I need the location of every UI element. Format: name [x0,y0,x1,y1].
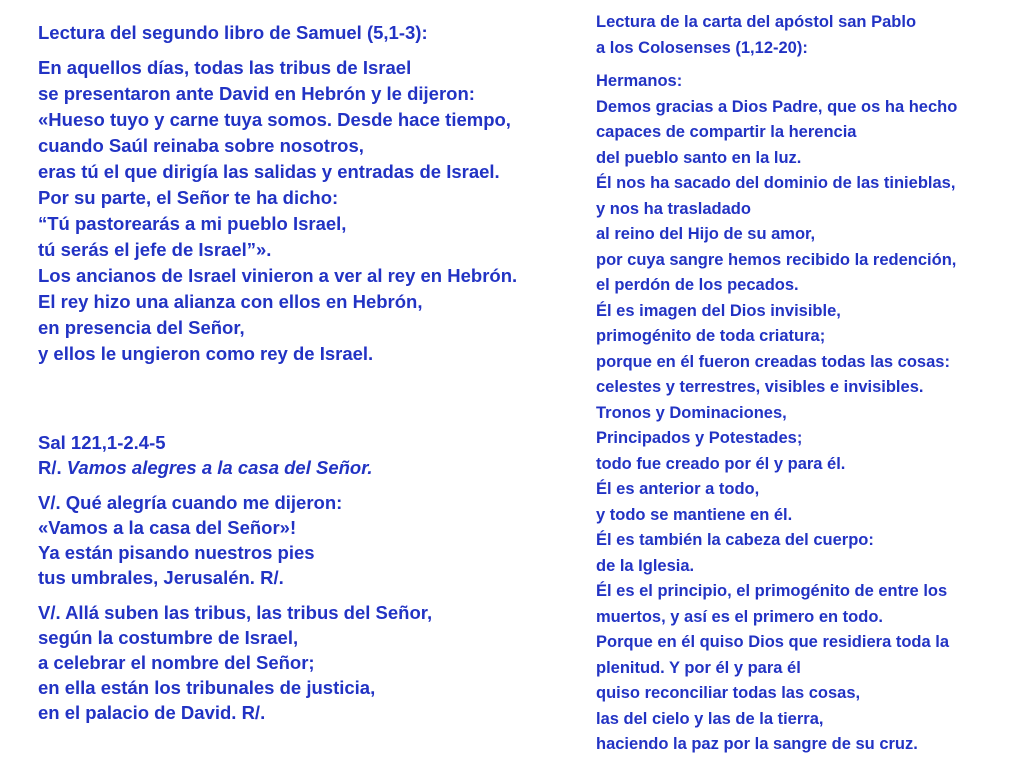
first-reading-line: tú serás el jefe de Israel”». [38,239,272,260]
second-reading-line: el perdón de los pecados. [596,276,799,294]
psalm-verse-line: en el palacio de David. R/. [38,702,266,723]
second-reading-line: plenitud. Y por él y para él [596,658,801,677]
first-reading-line: El rey hizo una alianza con ellos en Hebrón, [38,291,423,312]
second-reading-line: todo fue creado por él y para él. [596,454,846,473]
responsorial-psalm [38,430,432,725]
psalm-verse-line: a celebrar el nombre del Señor; [38,652,315,673]
second-reading-line: Porque en él quiso Dios que residiera toda la [596,633,950,651]
second-reading-line: Él es imagen del Dios invisible, [596,301,841,320]
psalm-verse-line: V/. Qué alegría cuando me dijeron: [38,492,343,513]
second-reading-line: Él es el principio, el primogénito de entre los [596,582,948,600]
first-reading-line: se presentaron ante David en Hebrón y le dijeron: [38,83,475,104]
second-reading-line: Tronos y Dominaciones, [596,403,787,422]
psalm-stanza-2 [38,600,432,725]
second-reading-title-line: a los Colosenses (1,12-20): [596,38,808,57]
second-reading-line: Hermanos: [596,72,683,90]
psalm-stanza-1 [38,490,432,590]
second-reading-line: las del cielo y las de la tierra, [596,709,824,728]
second-reading-line: del pueblo santo en la luz. [596,148,802,167]
second-reading-line: Principados y Potestades; [596,429,803,447]
second-reading-line: y todo se mantiene en él. [596,505,793,524]
psalm-response [38,455,432,480]
first-reading-line: «Hueso tuyo y carne tuya somos. Desde hace tiempo, [38,109,511,130]
second-reading-title [596,10,957,61]
first-reading-line: eras tú el que dirigía las salidas y entradas de Israel. [38,161,500,182]
second-reading [596,10,957,758]
first-reading-line: y ellos le ungieron como rey de Israel. [38,343,374,364]
second-reading-line: Él es anterior a todo, [596,480,760,498]
first-reading [38,20,517,367]
second-reading-line: haciendo la paz por la sangre de su cruz. [596,735,918,753]
second-reading-line: porque en él fueron creadas todas las cosas: [596,352,950,371]
second-reading-line: capaces de compartir la herencia [596,123,857,141]
second-reading-line: Él es también la cabeza del cuerpo: [596,531,874,549]
first-reading-line: cuando Saúl reinaba sobre nosotros, [38,135,364,156]
psalm-verse-line: tus umbrales, Jerusalén. R/. [38,567,284,588]
first-reading-line: “Tú pastorearás a mi pueblo Israel, [38,213,347,234]
psalm-reference: Sal 121,1-2.4-5 [38,432,166,453]
second-reading-line: Demos gracias a Dios Padre, que os ha hecho [596,97,958,116]
second-reading-line: al reino del Hijo de su amor, [596,225,816,243]
psalm-response-text: Vamos alegres a la casa del Señor. [66,457,373,478]
psalm-verse-line: V/. Allá suben las tribus, las tribus del Señor, [38,602,433,623]
first-reading-line: en presencia del Señor, [38,317,245,338]
psalm-verse-line: según la costumbre de Israel, [38,627,299,648]
first-reading-title: Lectura del segundo libro de Samuel (5,1-3): [38,22,428,43]
second-reading-title-line: Lectura de la carta del apóstol san Pablo [596,13,917,31]
psalm-response-prefix: R/. [38,457,67,478]
second-reading-line: por cuya sangre hemos recibido la redención, [596,250,957,269]
psalm-verse-line: en ella están los tribunales de justicia, [38,677,376,698]
second-reading-line: celestes y terrestres, visibles e invisibles. [596,378,924,396]
second-reading-line: de la Iglesia. [596,556,695,575]
psalm-verse-line: «Vamos a la casa del Señor»! [38,517,297,538]
first-reading-line: En aquellos días, todas las tribus de Israel [38,57,412,78]
second-reading-line: y nos ha trasladado [596,199,751,218]
second-reading-line: muertos, y así es el primero en todo. [596,607,884,626]
second-reading-line: primogénito de toda criatura; [596,327,826,345]
psalm-verse-line: Ya están pisando nuestros pies [38,542,315,563]
second-reading-line: Él nos ha sacado del dominio de las tinieblas, [596,174,956,192]
first-reading-line: Los ancianos de Israel vinieron a ver al rey en Hebrón. [38,265,518,286]
second-reading-line: quiso reconciliar todas las cosas, [596,684,861,702]
first-reading-line: Por su parte, el Señor te ha dicho: [38,187,339,208]
